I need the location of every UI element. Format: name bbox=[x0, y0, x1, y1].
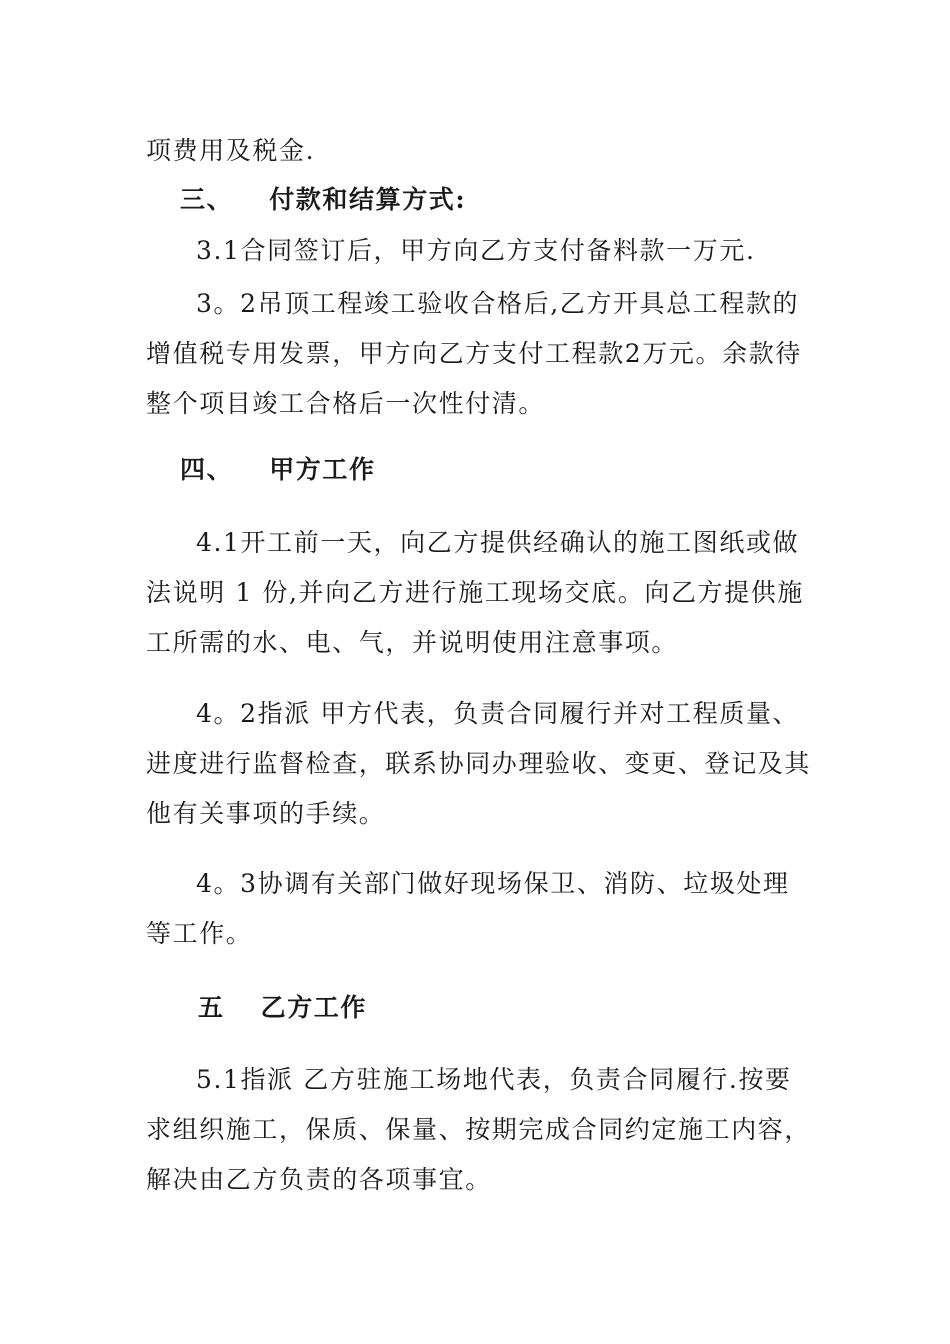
section-number: 五 bbox=[198, 993, 225, 1022]
section-title: 甲方工作 bbox=[269, 455, 376, 484]
clause-4-3: 4。3协调有关部门做好现场保卫、消防、垃圾处理等工作。 bbox=[146, 869, 790, 948]
section-number: 四、 bbox=[180, 455, 234, 484]
section-title: 乙方工作 bbox=[260, 993, 368, 1022]
section-title: 付款和结算方式: bbox=[269, 185, 467, 214]
section-heading-5 bbox=[198, 988, 367, 1028]
section-number: 三、 bbox=[180, 185, 234, 214]
paragraph-continuation: 项费用及税金. bbox=[146, 136, 316, 165]
clause-4-2: 4。2指派 甲方代表，负责合同履行并对工程质量、进度进行监督检查，联系协同办理验收、变更、登记及其他有关事项的手续。 bbox=[146, 699, 812, 828]
clause-5-1: 5.1指派 乙方驻施工场地代表，负责合同履行.按要求组织施工，保质、保量、按期完成合同约定施工内容，解决由乙方负责的各项事宜。 bbox=[146, 1065, 812, 1194]
section-heading-3 bbox=[180, 180, 466, 220]
section-heading-4 bbox=[180, 450, 376, 490]
clause-3-2: 3。2吊顶工程竣工验收合格后,乙方开具总工程款的增值税专用发票，甲方向乙方支付工程款2万元。余款待整个项目竣工合格后一次性付清。 bbox=[146, 289, 802, 418]
clause-4-1: 4.1开工前一天，向乙方提供经确认的施工图纸或做法说明 1 份,并向乙方进行施工现场交底。向乙方提供施工所需的水、电、气，并说明使用注意事项。 bbox=[146, 528, 804, 657]
clause-3-1: 3.1合同签订后，甲方向乙方支付备料款一万元. bbox=[196, 236, 756, 265]
